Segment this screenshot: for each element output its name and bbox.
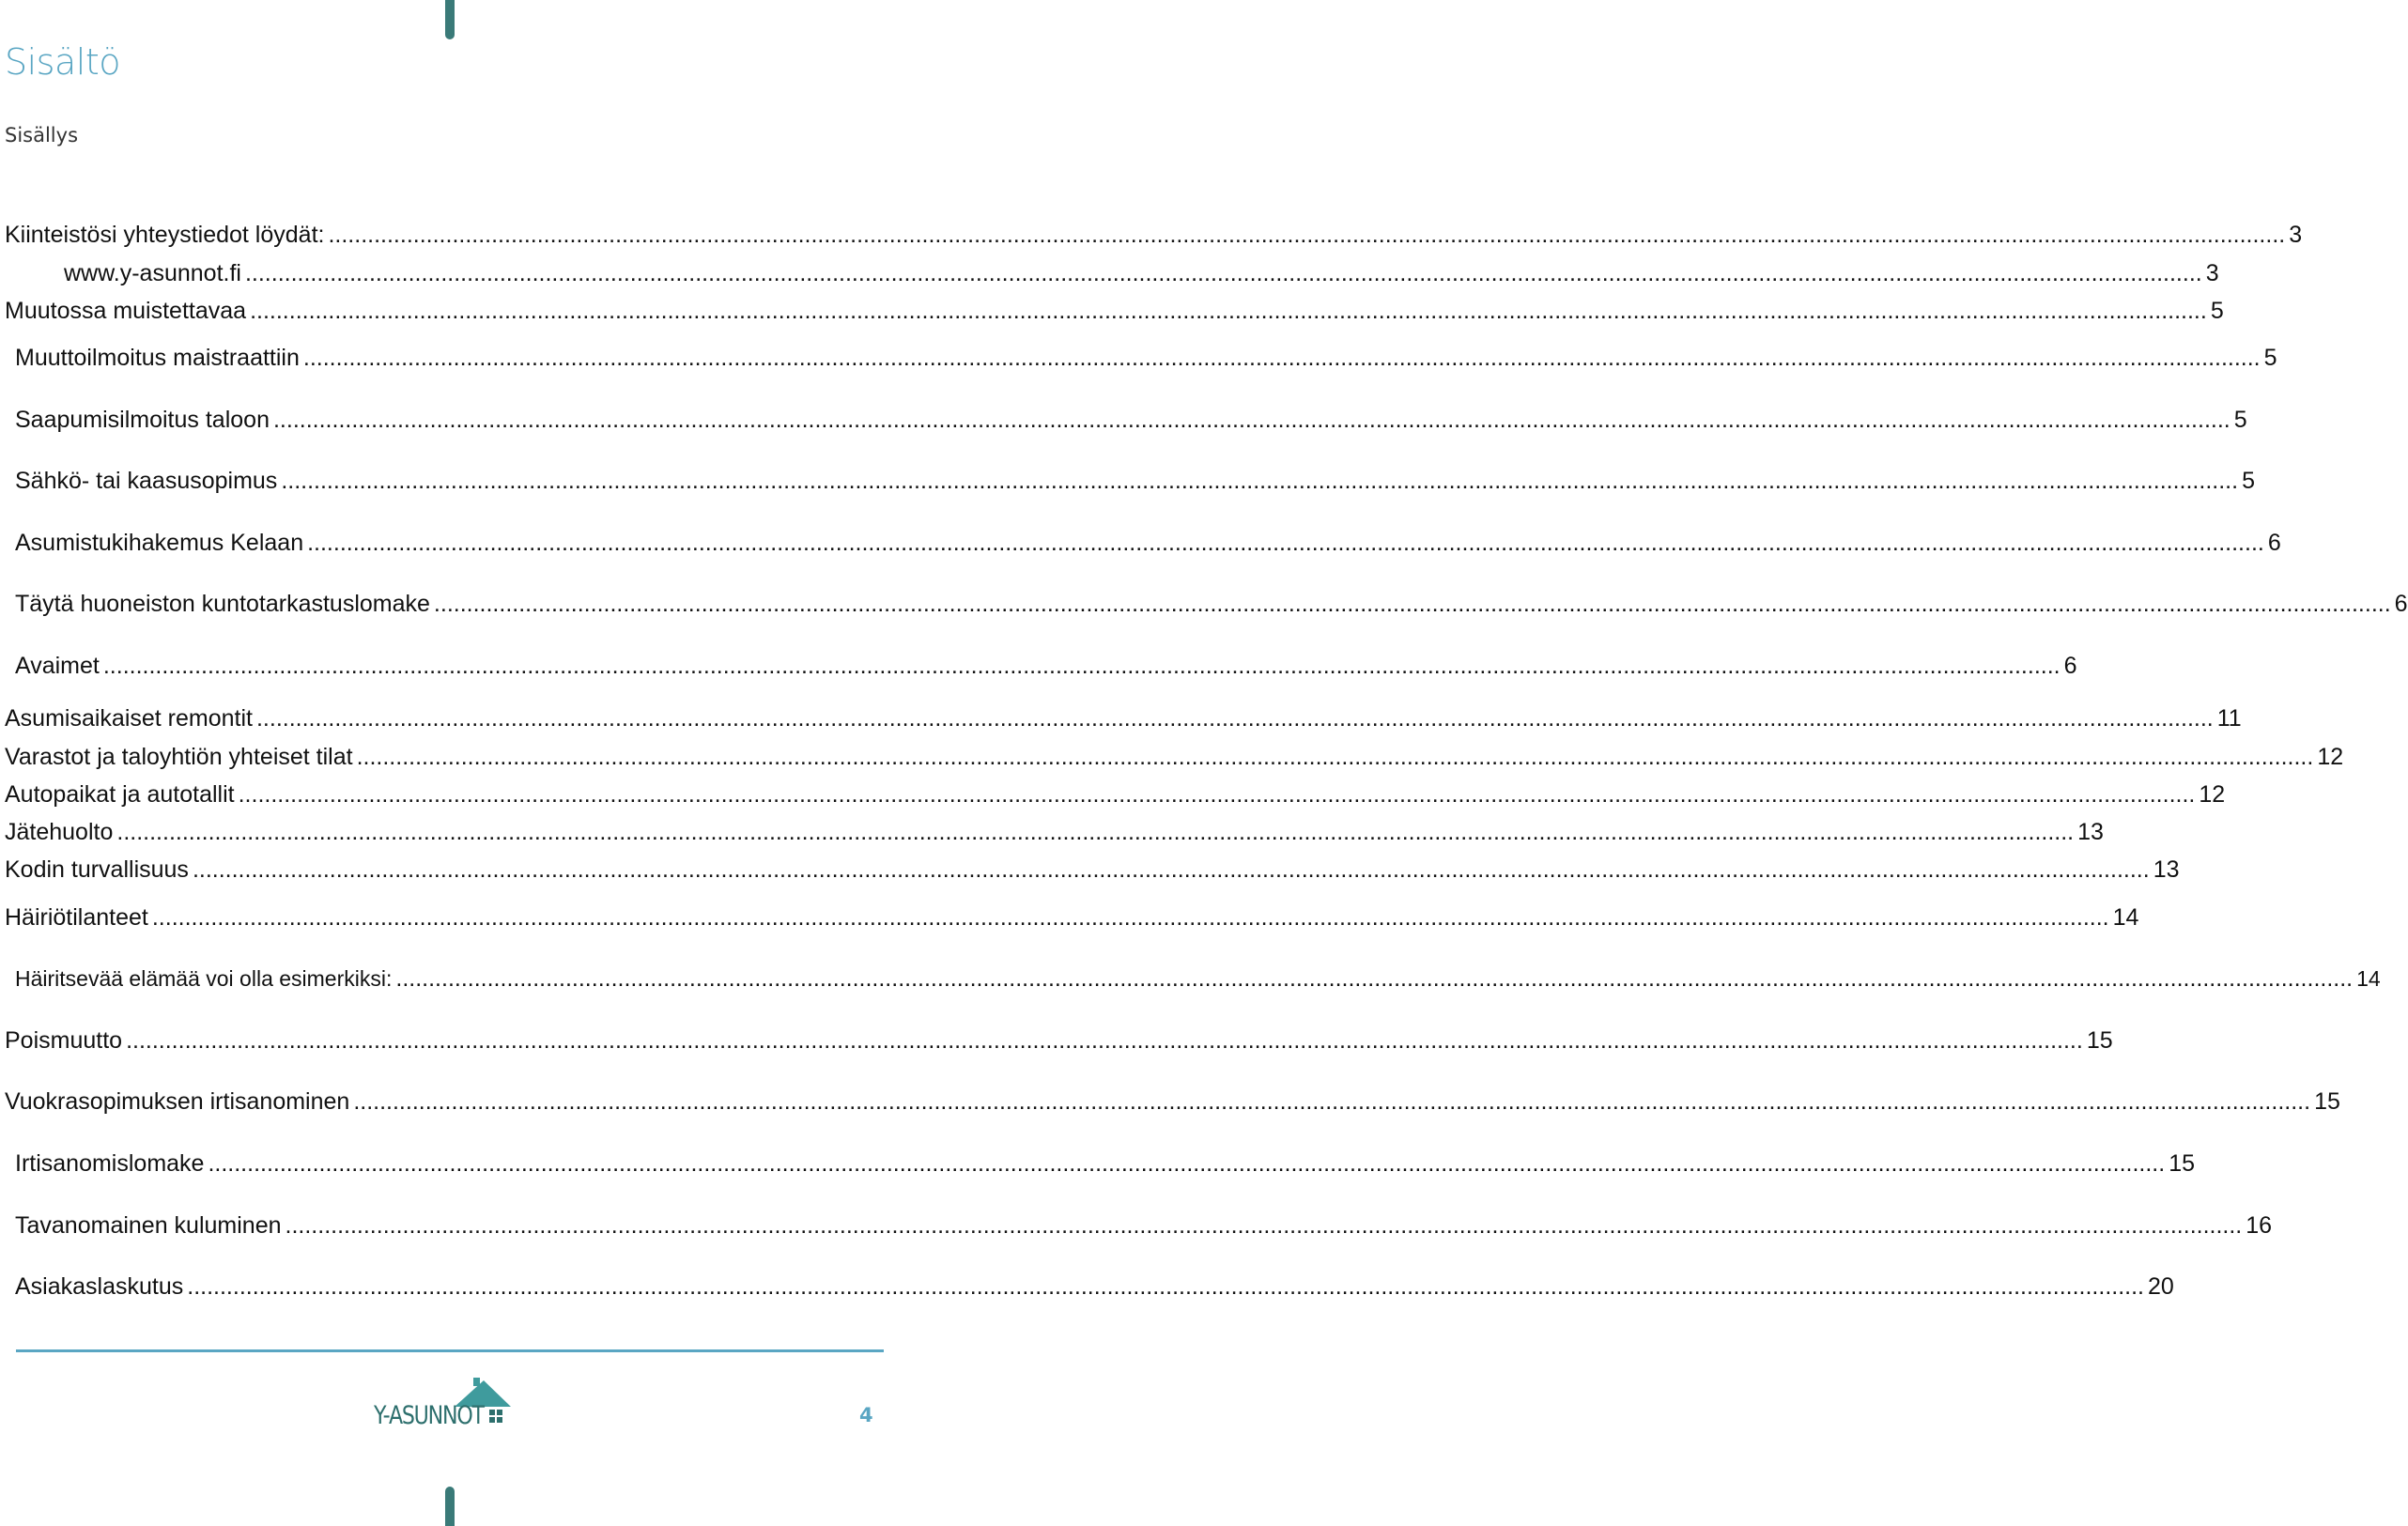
toc-entry-page: 13: [2153, 856, 2180, 883]
dot-leader: ............................................................................................................................................................................................................................................................................................................: [151, 904, 2109, 931]
toc-entry-page: 15: [2169, 1150, 2196, 1177]
toc-entry[interactable]: [64, 259, 2219, 287]
dot-leader: ............................................................................................................................................................................................................................................................................................................: [272, 407, 2230, 433]
toc-entry-title: Asumistukihakemus Kelaan: [15, 530, 304, 556]
toc-entry-page: 5: [2242, 468, 2255, 494]
toc-entry[interactable]: [5, 780, 2226, 809]
toc-entry-page: 6: [2267, 530, 2281, 556]
y-asunnot-logo: [374, 1379, 524, 1435]
logo-wordmark: Y-ASUNNOT: [374, 1401, 484, 1430]
dot-leader: ............................................................................................................................................................................................................................................................................................................: [244, 260, 2202, 286]
toc-entry-page: 6: [2394, 591, 2408, 617]
dot-leader: ............................................................................................................................................................................................................................................................................................................: [250, 298, 2207, 324]
dot-leader: ............................................................................................................................................................................................................................................................................................................: [116, 819, 2075, 845]
toc-entry-title: Asiakaslaskutus: [15, 1273, 184, 1300]
dot-leader: ............................................................................................................................................................................................................................................................................................................: [285, 1212, 2243, 1239]
dot-leader: ............................................................................................................................................................................................................................................................................................................: [126, 1027, 2083, 1054]
toc-entry-title: Saapumisilmoitus taloon: [15, 407, 270, 433]
toc-entry[interactable]: [5, 1087, 2340, 1116]
dot-leader: ............................................................................................................................................................................................................................................................................................................: [192, 856, 2150, 883]
dot-leader: ............................................................................................................................................................................................................................................................................................................: [187, 1273, 2144, 1300]
toc-entry-title: Poismuutto: [5, 1027, 123, 1054]
toc-entry-page: 3: [2289, 222, 2303, 248]
toc-entry-page: 15: [2314, 1088, 2340, 1115]
toc-entry[interactable]: [15, 964, 2381, 993]
toc-entry-page: 6: [2063, 653, 2077, 679]
toc-entry[interactable]: [5, 704, 2242, 732]
toc-entry[interactable]: [5, 221, 2303, 249]
toc-entry-page: 14: [2112, 904, 2139, 931]
dot-leader: ............................................................................................................................................................................................................................................................................................................: [433, 591, 2391, 617]
dot-leader: ............................................................................................................................................................................................................................................................................................................: [356, 744, 2314, 770]
top-accent-bar: [445, 0, 455, 39]
dot-leader: ............................................................................................................................................................................................................................................................................................................: [102, 653, 2061, 679]
toc-entry-page: 12: [2317, 744, 2344, 770]
toc-entry-page: 20: [2148, 1273, 2174, 1300]
toc-entry-page: 11: [2216, 705, 2242, 732]
toc-entry[interactable]: [5, 903, 2139, 932]
toc-entry-page: 12: [2199, 781, 2226, 808]
footer-divider: [16, 1349, 884, 1352]
toc-entry[interactable]: [15, 1272, 2174, 1301]
toc-entry-page: 14: [2356, 966, 2381, 991]
toc-entry[interactable]: [15, 467, 2255, 495]
dot-leader: ............................................................................................................................................................................................................................................................................................................: [238, 781, 2196, 808]
toc-entry-title: Asumisaikaiset remontit: [5, 705, 253, 732]
toc-entry[interactable]: [5, 297, 2224, 325]
dot-leader: ............................................................................................................................................................................................................................................................................................................: [328, 222, 2286, 248]
toc-entry[interactable]: [15, 1149, 2196, 1178]
toc-entry-title: Jätehuolto: [5, 819, 114, 845]
page-number: 4: [859, 1404, 873, 1426]
toc-entry-title: Kodin turvallisuus: [5, 856, 189, 883]
toc-entry-title: Avaimet: [15, 653, 100, 679]
dot-leader: ............................................................................................................................................................................................................................................................................................................: [307, 530, 2264, 556]
dot-leader: ............................................................................................................................................................................................................................................................................................................: [255, 705, 2214, 732]
page-title: Sisältö: [5, 41, 120, 83]
dot-leader: ............................................................................................................................................................................................................................................................................................................: [281, 468, 2239, 494]
toc-entry-title: Häiriötilanteet: [5, 904, 148, 931]
toc-entry[interactable]: [15, 406, 2247, 434]
toc-entry[interactable]: [5, 743, 2344, 771]
toc-entry-page: 15: [2086, 1027, 2113, 1054]
toc-entry-title: Häiritsevää elämää voi olla esimerkiksi:: [15, 966, 393, 991]
toc-entry-title: Täytä huoneiston kuntotarkastuslomake: [15, 591, 430, 617]
dot-leader: ............................................................................................................................................................................................................................................................................................................: [395, 965, 2354, 992]
toc-entry-title: Autopaikat ja autotallit: [5, 781, 235, 808]
toc-entry[interactable]: [5, 1026, 2113, 1055]
dot-leader: ............................................................................................................................................................................................................................................................................................................: [302, 345, 2261, 371]
toc-entry-page: 13: [2077, 819, 2104, 845]
toc-entry[interactable]: [5, 855, 2180, 884]
toc-entry[interactable]: [15, 1211, 2273, 1240]
toc-entry-title: Muuttoilmoitus maistraattiin: [15, 345, 300, 371]
toc-entry-title: www.y-asunnot.fi: [64, 260, 241, 286]
toc-entry-title: Varastot ja taloyhtiön yhteiset tilat: [5, 744, 353, 770]
toc-entry-page: 5: [2263, 345, 2277, 371]
toc-heading: Sisällys: [5, 124, 79, 146]
toc-entry[interactable]: [15, 590, 2408, 618]
toc-entry-page: 16: [2246, 1212, 2273, 1239]
toc-entry-page: 3: [2205, 260, 2219, 286]
toc-entry-page: 5: [2233, 407, 2247, 433]
dot-leader: ............................................................................................................................................................................................................................................................................................................: [208, 1150, 2166, 1177]
bottom-accent-bar: [445, 1487, 455, 1526]
toc-entry-title: Vuokrasopimuksen irtisanominen: [5, 1088, 350, 1115]
toc-entry-title: Sähkö- tai kaasusopimus: [15, 468, 278, 494]
toc-entry-title: Muutossa muistettavaa: [5, 298, 247, 324]
toc-entry[interactable]: [15, 344, 2277, 372]
toc-entry-title: Tavanomainen kuluminen: [15, 1212, 282, 1239]
toc-entry-title: Irtisanomislomake: [15, 1150, 205, 1177]
toc-entry[interactable]: [5, 818, 2104, 846]
toc-entry[interactable]: [15, 652, 2077, 680]
dot-leader: ............................................................................................................................................................................................................................................................................................................: [353, 1088, 2311, 1115]
toc-entry-title: Kiinteistösi yhteystiedot löydät:: [5, 222, 325, 248]
toc-entry[interactable]: [15, 529, 2281, 557]
toc-entry-page: 5: [2210, 298, 2224, 324]
